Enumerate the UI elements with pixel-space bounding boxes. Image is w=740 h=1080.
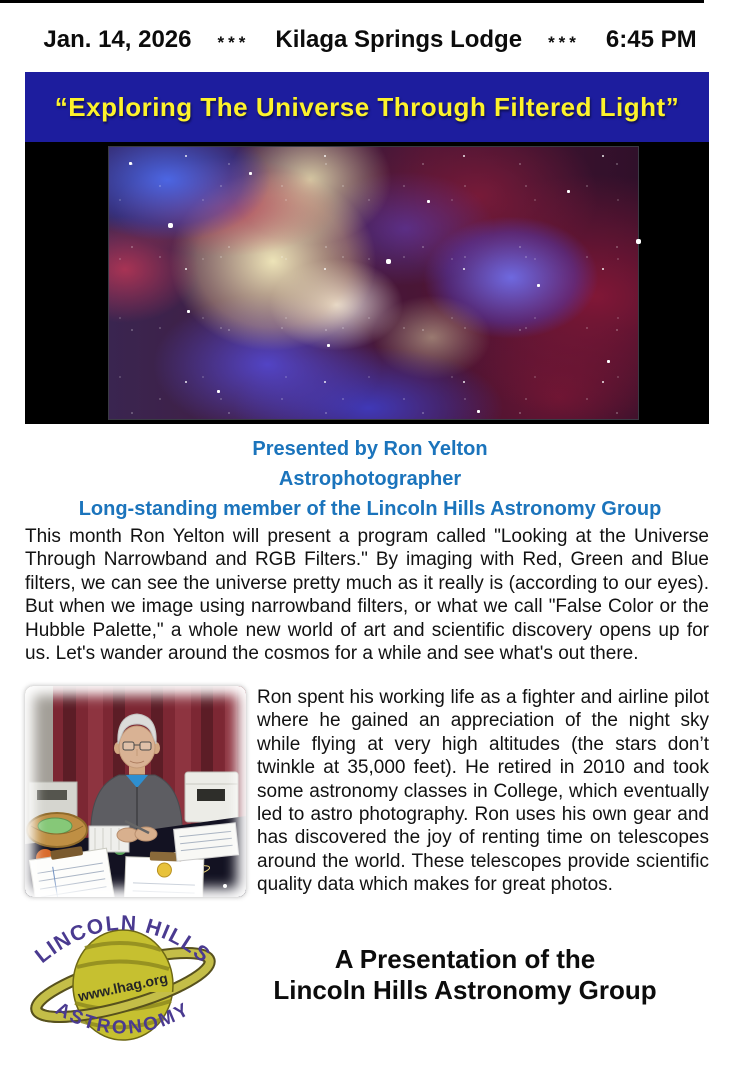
event-header — [0, 26, 740, 54]
nebula-photo — [108, 146, 639, 420]
presenter-block — [0, 434, 740, 524]
bio-section — [25, 686, 709, 897]
lincoln-hills-astronomy-logo — [25, 906, 221, 1048]
footer-title — [221, 906, 709, 1048]
logo-url-text: www.lhag.org — [76, 969, 170, 1005]
event-time: 6:45 PM — [605, 26, 697, 53]
presenter-line-1: Presented by Ron Yelton — [252, 438, 488, 460]
hero-photo-frame — [25, 142, 709, 424]
event-venue: Kilaga Springs Lodge — [275, 26, 523, 53]
footer-line-1: A Presentation of the — [334, 944, 596, 974]
presenter-photo-illustration — [25, 686, 246, 897]
asterisk-separator: *** — [217, 33, 250, 52]
logo-arc-top-text: LINCOLN HILLS — [30, 911, 216, 968]
presenter-line-2: Astrophotographer — [278, 468, 462, 490]
logo-arc-bottom-text: ASTRONOMY — [51, 998, 195, 1039]
asterisk-separator: *** — [548, 33, 580, 52]
footer-section — [25, 906, 709, 1048]
star-dots — [129, 162, 132, 165]
presenter-line-3: Long-standing member of the Lincoln Hills Astronomy Group — [78, 498, 662, 520]
event-date: Jan. 14, 2026 — [43, 26, 192, 53]
club-logo — [25, 906, 221, 1048]
presenter-photo — [25, 686, 246, 897]
top-rule — [0, 0, 704, 3]
page-title: “Exploring The Universe Through Filtered Light” — [54, 91, 680, 122]
title-banner — [25, 72, 709, 142]
intro-paragraph: This month Ron Yelton will present a program called "Looking at the Universe Through Narrowband and RGB Filters." By imaging with Red, Green and Blue filters, we can see the universe pretty much as it really is (according to our eyes). But when we image using narrowband filters, or what we call "False Color or the Hubble Palette," a whole new world of art and scientific discovery opens up for us. Let's wander around the cosmos for a while and see what's out there. — [25, 526, 709, 665]
bio-paragraph: Ron spent his working life as a fighter and airline pilot where he gained an appreciation of the night sky while flying at very high altitudes (the stars don’t twinkle at 35,000 feet). He retired in 2010 and took some astronomy classes in College, which eventually led to astro photography. Ron uses his own gear and has discovered the joy of renting time on telescopes around the world. These telescopes provide scientific quality data which makes for great photos. — [257, 687, 709, 896]
footer-line-2: Lincoln Hills Astronomy Group — [273, 975, 657, 1005]
